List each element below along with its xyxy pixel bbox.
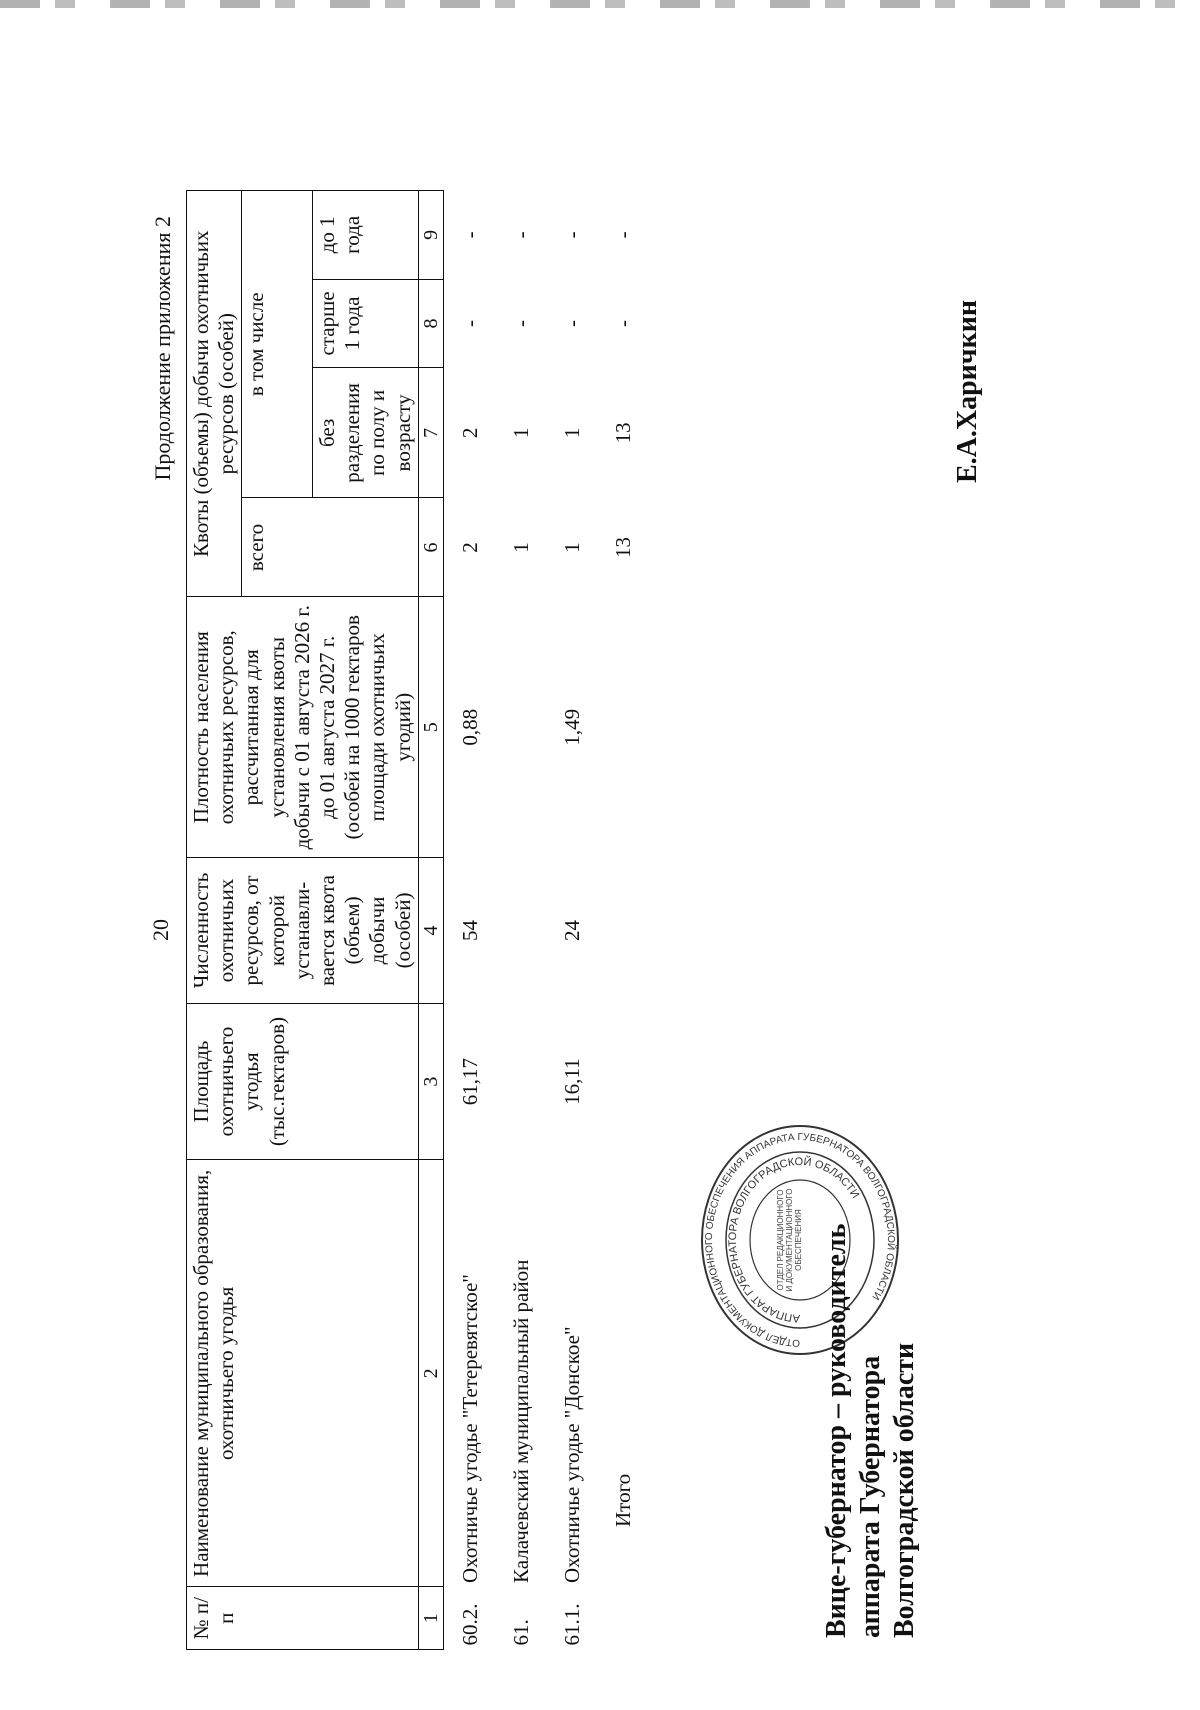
row-density: 1,49 — [560, 708, 585, 746]
row-population — [597, 858, 648, 1004]
column-number: 8 — [418, 279, 443, 368]
row-density — [597, 597, 648, 858]
header-including: в том числе — [242, 191, 313, 499]
row-under: - — [457, 231, 482, 239]
row-under: - — [560, 231, 585, 239]
row-total: 1 — [560, 542, 585, 553]
column-number-row — [418, 191, 443, 1650]
row-total: 1 — [508, 542, 533, 553]
row-older: - — [611, 319, 636, 327]
table-row-total — [597, 191, 648, 1650]
quota-table — [186, 190, 648, 1650]
column-number: 3 — [418, 1003, 443, 1159]
signature-block — [820, 1224, 922, 1638]
stamp-outer-text: ОТДЕЛ ДОКУМЕНТАЦИОННОГО ОБЕСПЕЧЕНИЯ АППАРАТА ГУБЕРНАТОРА ВОЛГОГРАДСКОЙ ОБЛАСТИ — [703, 1131, 897, 1349]
row-total: 2 — [457, 542, 482, 553]
column-number: 6 — [418, 498, 443, 597]
header-total: всего — [242, 498, 418, 597]
rotated-sheet — [0, 150, 1100, 1710]
row-num — [597, 1587, 648, 1650]
row-num: 60.2. — [457, 1603, 482, 1646]
header-population: Численность охотничьих ресурсов, от которой устанавли-вается квота (объем) добычи (особей) — [187, 858, 419, 1004]
appendix-note: Продолжение приложения 2 — [150, 216, 175, 481]
signature-title-line3: Волгоградской области — [889, 1342, 921, 1638]
row-name: Итого — [611, 1473, 636, 1527]
row-older: - — [508, 319, 533, 327]
row-name: Охотничье угодье "Тетеревятское" — [457, 1274, 482, 1583]
row-area: 16,11 — [560, 1058, 585, 1105]
stamp-ring-text: АППАРАТ ГУБЕРНАТОРА ВОЛГОГРАДСКОЙ ОБЛАСТИ — [726, 1155, 862, 1325]
header-under: до 1 года — [312, 191, 418, 280]
page-number: 20 — [148, 919, 173, 941]
row-density: 0,88 — [457, 708, 482, 746]
row-no-sex-age: 1 — [508, 427, 533, 439]
row-population — [495, 858, 546, 1004]
column-number: 9 — [418, 191, 443, 280]
row-name: Охотничье угодье "Донское" — [560, 1326, 585, 1583]
row-older: - — [457, 319, 482, 327]
column-number: 5 — [418, 597, 443, 858]
signatory-name: Е.А.Харичкин — [952, 300, 983, 484]
column-number: 7 — [418, 368, 443, 498]
table-row — [443, 191, 495, 1650]
table-row — [546, 191, 597, 1650]
column-number: 4 — [418, 858, 443, 1004]
row-name: Калачевский муниципальный район — [508, 1259, 533, 1583]
header-num: № п/п — [187, 1587, 419, 1650]
header-area: Площадь охотничьего угодья (тыс.гектаров) — [187, 1003, 419, 1159]
header-no-sex-age: без разделения по полу и возрасту — [312, 368, 418, 498]
column-number: 1 — [418, 1587, 443, 1650]
header-older: старше 1 года — [312, 279, 418, 368]
row-population: 54 — [457, 919, 482, 941]
signature-title-line1: Вице-губернатор – руководитель — [821, 1223, 852, 1638]
row-under: - — [611, 231, 636, 239]
header-quota-group: Квоты (объемы) добычи охотничьих ресурсов (особей) — [187, 191, 242, 598]
scan-edge — [0, 0, 1200, 8]
row-no-sex-age: 1 — [560, 427, 585, 439]
row-older: - — [560, 319, 585, 327]
table-row — [495, 191, 546, 1650]
row-density — [495, 597, 546, 858]
row-population: 24 — [560, 919, 585, 941]
row-no-sex-age: 2 — [457, 427, 482, 439]
header-density: Плотность населения охотничьих ресурсов, рассчитанная для установления квоты добычи с 01 августа 2026 г. до 01 августа 2027 г. (особей на 1000 гектаров площади охотничьих угодий) — [187, 597, 419, 858]
row-area — [597, 1003, 648, 1159]
row-area — [495, 1003, 546, 1159]
stamp-center-text: ОТДЕЛ РЕДАКЦИОННОГО И ДОКУМЕНТАЦИОННОГО ОБЕСПЕЧЕНИЯ — [776, 1188, 804, 1292]
row-total: 13 — [611, 537, 636, 558]
signature-title-line2: аппарата Губернатора — [855, 1355, 887, 1638]
row-num: 61. — [508, 1619, 533, 1646]
row-num: 61.1. — [560, 1603, 585, 1646]
row-area: 61,17 — [457, 1057, 482, 1106]
header-name: Наименование муниципального образования, охотничьего угодья — [187, 1160, 419, 1587]
column-number: 2 — [418, 1160, 443, 1587]
row-under: - — [508, 231, 533, 239]
row-no-sex-age: 13 — [611, 422, 636, 444]
